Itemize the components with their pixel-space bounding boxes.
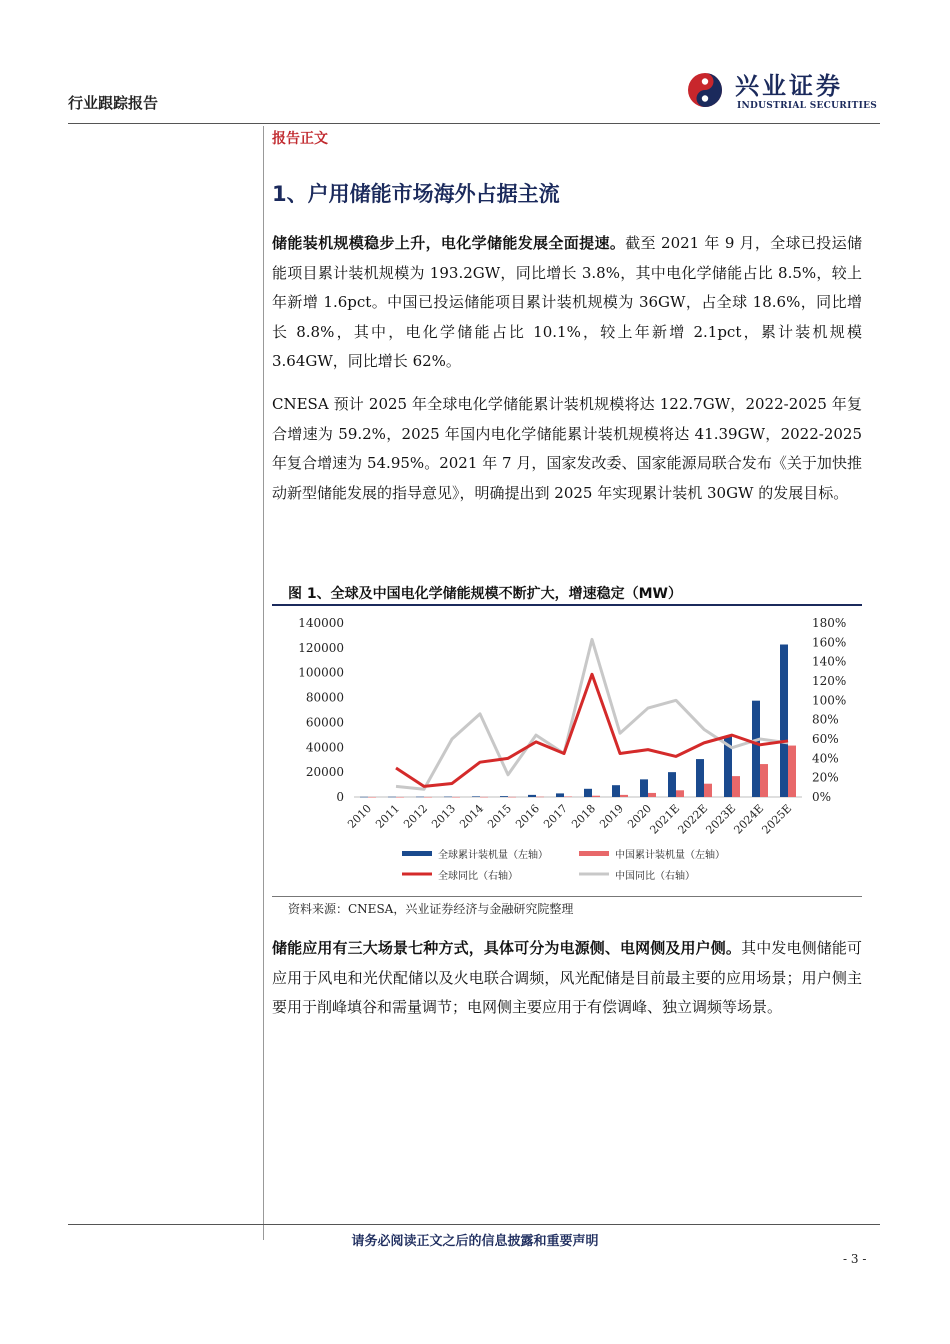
right-axis-tick: 160% bbox=[812, 635, 847, 650]
global-capacity-bar bbox=[528, 795, 536, 797]
legend-swatch bbox=[579, 851, 609, 856]
global-capacity-bar bbox=[640, 779, 648, 797]
x-axis-tick: 2016 bbox=[513, 801, 543, 831]
paragraph-3-lead: 储能应用有三大场景七种方式，具体可分为电源侧、电网侧及用户侧。 bbox=[272, 939, 742, 957]
global-capacity-bar bbox=[360, 797, 368, 798]
global-capacity-bar bbox=[696, 759, 704, 797]
x-axis-tick: 2018 bbox=[569, 801, 599, 831]
right-axis-tick: 20% bbox=[812, 770, 839, 785]
left-axis-tick: 0 bbox=[336, 790, 344, 804]
report-type-label: 行业跟踪报告 bbox=[68, 94, 159, 112]
right-axis-tick: 60% bbox=[812, 732, 839, 746]
china-capacity-bar bbox=[648, 793, 656, 797]
logo-english-name: INDUSTRIAL SECURITIES bbox=[737, 101, 878, 111]
china-capacity-bar bbox=[508, 797, 516, 798]
footer-disclaimer: 请务必阅读正文之后的信息披露和重要声明 bbox=[351, 1234, 599, 1249]
section-heading: 1、户用储能市场海外占据主流 bbox=[272, 182, 560, 206]
left-axis-tick: 40000 bbox=[305, 740, 344, 755]
china-capacity-bar bbox=[788, 746, 796, 797]
right-axis-tick: 180% bbox=[812, 616, 847, 630]
x-axis-tick: 2019 bbox=[597, 801, 627, 831]
paragraph-1-lead: 储能装机规模稳步上升，电化学储能发展全面提速。 bbox=[272, 234, 626, 252]
left-axis-tick: 100000 bbox=[298, 665, 344, 680]
china-capacity-bar bbox=[760, 764, 768, 797]
x-axis-tick: 2011 bbox=[373, 801, 403, 831]
x-axis-tick: 2017 bbox=[541, 801, 571, 831]
paragraph-3-body: 其中发电侧储能可应用于风电和光伏配储以及火电联合调频，风光配储是目前最主要的应用场景；用户侧主要用于削峰填谷和需量调节；电网侧主要应用于有偿调峰、独立调频等场景。 bbox=[272, 939, 862, 1016]
legend-label: 全球同比（右轴） bbox=[438, 871, 518, 882]
global-capacity-bar bbox=[584, 789, 592, 797]
margin-divider bbox=[263, 126, 264, 1240]
x-axis-tick: 2021E bbox=[647, 801, 683, 837]
right-axis-tick: 40% bbox=[812, 751, 839, 766]
logo-chinese-name: 兴业证券 bbox=[735, 72, 843, 100]
page-number: - 3 - bbox=[843, 1252, 867, 1266]
legend-label: 全球累计装机量（左轴） bbox=[438, 850, 548, 861]
china-capacity-bar bbox=[480, 797, 488, 798]
global-capacity-bar bbox=[668, 772, 676, 797]
section-label: 报告正文 bbox=[272, 131, 328, 147]
paragraph-2 bbox=[272, 390, 862, 508]
global-capacity-bar bbox=[472, 796, 480, 797]
storage-capacity-chart bbox=[272, 606, 862, 896]
paragraph-2-body: CNESA 预计 2025 年全球电化学储能累计装机规模将达 122.7GW，2022-2025 年复合增速为 59.2%，2025 年国内电化学储能累计装机规模将达 41.39GW，2022-2025 年复合增速为 54.95%。2021 年 7 月，国家发改委、国家能源局联合发布《关于加快推动新型储能发展的指导意见》，明确提出到 2025 年实现累计装机 30GW 的发展目标。 bbox=[272, 395, 862, 502]
left-axis-tick: 120000 bbox=[298, 640, 344, 655]
x-axis-tick: 2020 bbox=[625, 801, 655, 831]
global-capacity-bar bbox=[780, 645, 788, 797]
x-axis-tick: 2012 bbox=[401, 801, 431, 831]
china-capacity-bar bbox=[704, 784, 712, 797]
right-axis-tick: 80% bbox=[812, 712, 839, 727]
x-axis-tick: 2014 bbox=[457, 801, 487, 831]
x-axis-tick: 2022E bbox=[675, 801, 711, 837]
global-capacity-bar bbox=[612, 785, 620, 797]
right-axis-tick: 120% bbox=[812, 674, 847, 688]
x-axis-tick: 2023E bbox=[703, 801, 739, 837]
china-capacity-bar bbox=[564, 797, 572, 798]
paragraph-1 bbox=[272, 229, 862, 377]
figure-source: 资料来源：CNESA，兴业证券经济与金融研究院整理 bbox=[288, 902, 574, 916]
paragraph-3 bbox=[272, 934, 862, 1023]
china-capacity-bar bbox=[676, 790, 684, 797]
left-axis-tick: 60000 bbox=[305, 715, 344, 730]
global-capacity-bar bbox=[752, 701, 760, 797]
global-capacity-bar bbox=[388, 797, 396, 798]
global-capacity-bar bbox=[444, 797, 452, 798]
right-axis-tick: 0% bbox=[812, 790, 832, 804]
paragraph-1-body: 截至 2021 年 9 月，全球已投运储能项目累计装机规模为 193.2GW，同比增长 3.8%，其中电化学储能占比 8.5%，较上年新增 1.6pct。中国已投运储能项目累计装机规模为 36GW，占全球 18.6%，同比增长 8.8%，其中，电化学储能占比 10.1%，较上年新增 2.1pct，累计装机规模 3.64GW，同比增长 62%。 bbox=[272, 234, 862, 370]
china-capacity-bar bbox=[368, 797, 376, 798]
china-capacity-bar bbox=[424, 797, 432, 798]
china-capacity-bar bbox=[536, 797, 544, 798]
left-axis-tick: 140000 bbox=[298, 616, 344, 630]
figure-title: 图 1、全球及中国电化学储能规模不断扩大，增速稳定（MW） bbox=[288, 586, 682, 602]
x-axis-tick: 2024E bbox=[731, 801, 767, 837]
china-capacity-bar bbox=[732, 776, 740, 797]
right-axis-tick: 100% bbox=[812, 693, 847, 708]
x-axis-tick: 2015 bbox=[485, 801, 515, 831]
figure-bottom-rule bbox=[272, 896, 862, 897]
footer-divider bbox=[68, 1224, 880, 1225]
china-capacity-bar bbox=[452, 797, 460, 798]
china-capacity-bar bbox=[396, 797, 404, 798]
x-axis-tick: 2010 bbox=[345, 801, 375, 831]
legend-label: 中国同比（右轴） bbox=[615, 871, 695, 882]
x-axis-tick: 2025E bbox=[759, 801, 795, 837]
china-capacity-bar bbox=[592, 796, 600, 797]
global-capacity-bar bbox=[556, 793, 564, 797]
china-capacity-bar bbox=[620, 795, 628, 797]
legend-swatch bbox=[402, 851, 432, 856]
x-axis-tick: 2013 bbox=[429, 801, 459, 831]
left-axis-tick: 80000 bbox=[305, 690, 344, 705]
left-axis-tick: 20000 bbox=[305, 765, 344, 780]
legend-label: 中国累计装机量（左轴） bbox=[615, 850, 725, 861]
header-divider bbox=[68, 123, 880, 124]
global-capacity-bar bbox=[500, 796, 508, 797]
global-capacity-bar bbox=[416, 797, 424, 798]
right-axis-tick: 140% bbox=[812, 654, 847, 669]
